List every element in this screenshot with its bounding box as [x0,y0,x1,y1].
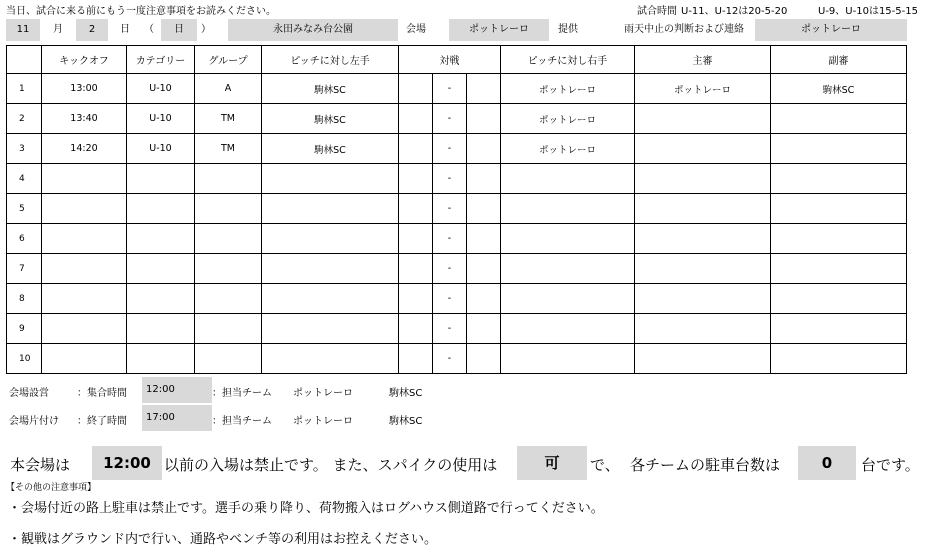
day-label: 日 [120,24,130,35]
right-team-cell [501,224,635,254]
header-versus: 対戦 [399,46,501,74]
category-cell: U-10 [127,134,195,164]
left-team-cell: 駒林SC [262,134,399,164]
left-team-cell [262,254,399,284]
kickoff-cell [42,224,127,254]
right-team-cell: ポットレーロ [501,74,635,104]
category-cell [127,254,195,284]
spikes-value: 可 [517,446,587,480]
setup-time-value: 12:00 [142,377,212,403]
assistant-cell [771,344,907,374]
right-team-cell [501,344,635,374]
notice-text: 当日、試合に来る前にもう一度注意事項をお読みください。 [6,6,276,17]
group-cell [195,224,262,254]
venue-value: 永田みなみ台公園 [228,19,398,41]
cleanup-time-value: 17:00 [142,405,212,431]
row-number: 10 [7,344,42,374]
setup-team-1: ポットレーロ [293,388,353,399]
header-assistant: 副審 [771,46,907,74]
referee-cell [635,134,771,164]
header-kickoff: キックオフ [42,46,127,74]
venue-label: 会場 [406,24,426,35]
group-cell [195,284,262,314]
table-row [7,74,907,104]
right-team-cell [501,284,635,314]
header-left-team: ピッチに対し左手 [262,46,399,74]
header-referee: 主審 [635,46,771,74]
rain-label: 雨天中止の判断および連絡 [624,24,744,35]
parking-value: 0 [798,446,856,480]
right-score-cell [467,164,501,194]
kickoff-cell [42,314,127,344]
header-group: グループ [195,46,262,74]
referee-cell [635,194,771,224]
group-cell [195,344,262,374]
left-score-cell [399,194,433,224]
right-score-cell [467,74,501,104]
entry-time-value: 12:00 [92,446,162,480]
row-number: 4 [7,164,42,194]
category-cell [127,164,195,194]
assistant-cell [771,314,907,344]
assistant-cell [771,224,907,254]
group-cell: TM [195,104,262,134]
day-value: 2 [76,19,108,41]
right-score-cell [467,314,501,344]
left-team-cell [262,314,399,344]
left-score-cell [399,164,433,194]
left-score-cell [399,104,433,134]
left-team-cell [262,224,399,254]
rule-text-3: で、 [590,456,620,474]
match-time-label: 試合時間 [637,6,677,17]
right-score-cell [467,254,501,284]
month-value: 11 [6,19,40,41]
table-row [7,224,907,254]
category-cell [127,284,195,314]
table-row [7,164,907,194]
group-cell: TM [195,134,262,164]
rule-text-4: 各チームの駐車台数は [630,456,781,474]
versus-cell: - [433,344,467,374]
right-team-cell [501,194,635,224]
rule-text-2: 以前の入場は禁止です。 また、スパイクの使用は [164,456,498,474]
assistant-cell [771,254,907,284]
left-score-cell [399,74,433,104]
kickoff-cell: 13:00 [42,74,127,104]
right-score-cell [467,104,501,134]
kickoff-cell: 13:40 [42,104,127,134]
referee-cell [635,314,771,344]
left-score-cell [399,344,433,374]
right-score-cell [467,134,501,164]
row-number: 9 [7,314,42,344]
rain-contact-value: ポットレーロ [755,19,907,41]
left-team-cell [262,284,399,314]
referee-cell [635,104,771,134]
referee-cell [635,254,771,284]
right-team-cell [501,164,635,194]
setup-label: 会場設営 [9,388,49,399]
referee-cell [635,224,771,254]
category-cell: U-10 [127,74,195,104]
kickoff-cell: 14:20 [42,134,127,164]
note-1: ・会場付近の路上駐車は禁止です。選手の乗り降り、荷物搬入はログハウス側道路で行ってください。 [8,501,604,516]
table-row [7,344,907,374]
referee-cell [635,344,771,374]
match-time-u11-u12: U-11、U-12は20-5-20 [681,6,788,17]
table-header-row [7,46,907,74]
row-number: 2 [7,104,42,134]
cleanup-team-label: ：担当チーム [212,416,272,427]
table-row [7,104,907,134]
right-score-cell [467,224,501,254]
table-row [7,194,907,224]
left-team-cell [262,164,399,194]
assistant-cell: 駒林SC [771,74,907,104]
assistant-cell [771,284,907,314]
right-team-cell [501,314,635,344]
cleanup-team-1: ポットレーロ [293,416,353,427]
left-score-cell [399,224,433,254]
assistant-cell [771,164,907,194]
right-team-cell: ポットレーロ [501,134,635,164]
versus-cell: - [433,164,467,194]
provider-label: 提供 [558,24,578,35]
referee-cell: ポットレーロ [635,74,771,104]
right-score-cell [467,194,501,224]
group-cell [195,314,262,344]
setup-team-2: 駒林SC [389,388,423,399]
versus-cell: - [433,314,467,344]
category-cell [127,344,195,374]
group-cell [195,164,262,194]
versus-cell: - [433,254,467,284]
kickoff-cell [42,284,127,314]
month-label: 月 [53,24,63,35]
header-no [7,46,42,74]
right-team-cell [501,254,635,284]
category-cell [127,224,195,254]
cleanup-time-label: ：終了時間 [77,416,127,427]
left-team-cell [262,194,399,224]
row-number: 8 [7,284,42,314]
versus-cell: - [433,194,467,224]
row-number: 6 [7,224,42,254]
referee-cell [635,164,771,194]
provider-value: ポットレーロ [449,19,549,41]
category-cell [127,314,195,344]
left-score-cell [399,284,433,314]
right-team-cell: ポットレーロ [501,104,635,134]
weekday-value: 日 [161,19,197,41]
table-row [7,134,907,164]
cleanup-team-2: 駒林SC [389,416,423,427]
versus-cell: - [433,284,467,314]
versus-cell: - [433,104,467,134]
paren-close: ） [201,24,211,35]
schedule-table [6,45,907,374]
assistant-cell [771,104,907,134]
left-team-cell [262,344,399,374]
row-number: 3 [7,134,42,164]
table-row [7,314,907,344]
row-number: 5 [7,194,42,224]
table-row [7,284,907,314]
match-time-u9-u10: U-9、U-10は15-5-15 [818,6,918,17]
versus-cell: - [433,134,467,164]
header-category: カテゴリー [127,46,195,74]
header-right-team: ピッチに対し右手 [501,46,635,74]
category-cell [127,194,195,224]
left-score-cell [399,254,433,284]
left-score-cell [399,134,433,164]
row-number: 7 [7,254,42,284]
rule-text-5: 台です。 [861,456,920,474]
table-row [7,254,907,284]
note-2: ・観戦はグラウンド内で行い、通路やベンチ等の利用はお控えください。 [8,532,438,547]
right-score-cell [467,344,501,374]
kickoff-cell [42,164,127,194]
row-number: 1 [7,74,42,104]
assistant-cell [771,134,907,164]
group-cell: A [195,74,262,104]
cleanup-label: 会場片付け [9,416,59,427]
assistant-cell [771,194,907,224]
left-team-cell: 駒林SC [262,74,399,104]
left-team-cell: 駒林SC [262,104,399,134]
right-score-cell [467,284,501,314]
category-cell: U-10 [127,104,195,134]
group-cell [195,194,262,224]
versus-cell: - [433,224,467,254]
left-score-cell [399,314,433,344]
kickoff-cell [42,254,127,284]
setup-time-label: ：集合時間 [77,388,127,399]
group-cell [195,254,262,284]
paren-open: （ [144,24,154,35]
kickoff-cell [42,194,127,224]
notes-title: 【その他の注意事項】 [6,483,97,493]
kickoff-cell [42,344,127,374]
versus-cell: - [433,74,467,104]
rule-text-1: 本会場は [10,456,71,474]
setup-team-label: ：担当チーム [212,388,272,399]
referee-cell [635,284,771,314]
